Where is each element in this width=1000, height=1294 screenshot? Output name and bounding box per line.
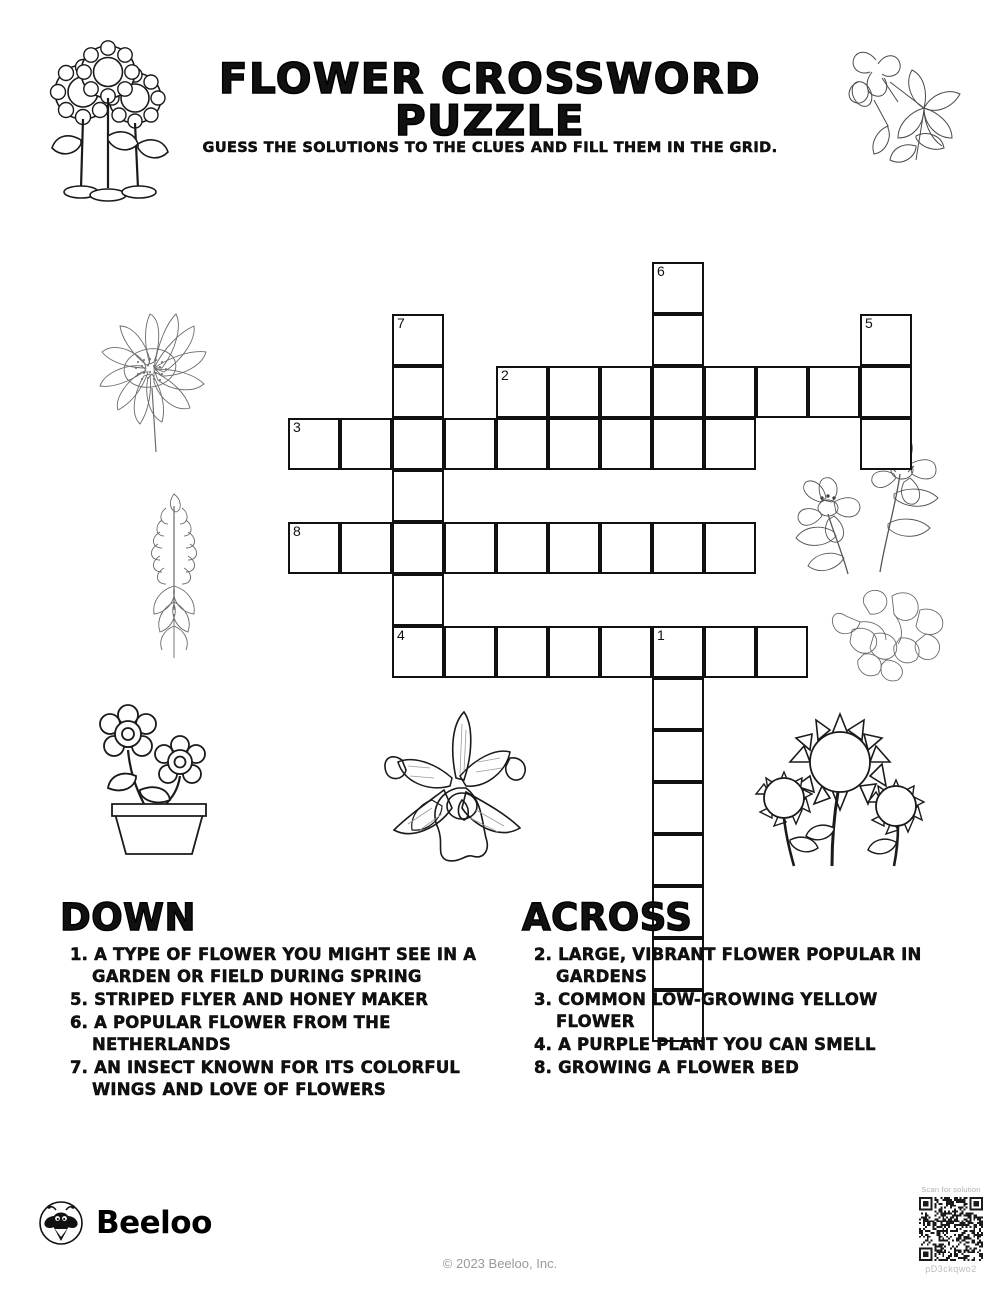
- crossword-cell-number: 8: [293, 523, 301, 539]
- crossword-cell[interactable]: [808, 366, 860, 418]
- crossword-cell[interactable]: [860, 314, 912, 366]
- crossword-cell[interactable]: [496, 418, 548, 470]
- page-subtitle: GUESS THE SOLUTIONS TO THE CLUES AND FILL THEM IN THE GRID.: [202, 140, 778, 156]
- clue-number: 2.: [534, 945, 559, 964]
- clue-item: [70, 944, 500, 988]
- crossword-cell[interactable]: [652, 522, 704, 574]
- crossword-cell[interactable]: [756, 626, 808, 678]
- clue-text: GROWING A FLOWER BED: [558, 1058, 800, 1077]
- crossword-cell[interactable]: [392, 418, 444, 470]
- crossword-cell[interactable]: [652, 314, 704, 366]
- crossword-cell[interactable]: [288, 418, 340, 470]
- crossword-cell-number: 3: [293, 419, 301, 435]
- solution-qr-block[interactable]: [905, 1185, 997, 1274]
- crossword-cell[interactable]: [860, 366, 912, 418]
- crossword-cell-number: 2: [501, 367, 509, 383]
- clues-across-column: [522, 898, 962, 1080]
- clue-text: STRIPED FLYER AND HONEY MAKER: [94, 990, 429, 1009]
- crossword-cell[interactable]: [704, 418, 756, 470]
- clue-item: [534, 1034, 962, 1056]
- clue-text: A TYPE OF FLOWER YOU MIGHT SEE IN A GARDEN OR FIELD DURING SPRING: [92, 945, 477, 986]
- crossword-cell[interactable]: [652, 782, 704, 834]
- crossword-cell[interactable]: [652, 418, 704, 470]
- qr-code-icon[interactable]: [919, 1197, 983, 1261]
- clues-down-heading: DOWN: [60, 896, 196, 939]
- clue-item: [70, 1057, 500, 1101]
- crossword-cell[interactable]: [652, 366, 704, 418]
- clue-text: A PURPLE PLANT YOU CAN SMELL: [558, 1035, 876, 1054]
- crossword-cell[interactable]: [548, 366, 600, 418]
- clue-number: 1.: [70, 945, 95, 964]
- clue-text: LARGE, VIBRANT FLOWER POPULAR IN GARDENS: [556, 945, 922, 986]
- brand-logo: [38, 1200, 212, 1246]
- crossword-cell[interactable]: [288, 522, 340, 574]
- crossword-cell[interactable]: [548, 626, 600, 678]
- scan-for-solution-label: Scan for solution: [921, 1185, 981, 1194]
- clues-section: [0, 898, 1000, 1178]
- crossword-cell[interactable]: [340, 522, 392, 574]
- crossword-cell[interactable]: [392, 626, 444, 678]
- clue-number: 8.: [534, 1058, 559, 1077]
- clue-item: [534, 944, 962, 988]
- brand-name: Beeloo: [96, 1205, 212, 1241]
- crossword-cell[interactable]: [392, 470, 444, 522]
- clue-text: AN INSECT KNOWN FOR ITS COLORFUL WINGS AND LOVE OF FLOWERS: [92, 1058, 461, 1099]
- crossword-cell[interactable]: [704, 366, 756, 418]
- clue-number: 5.: [70, 990, 95, 1009]
- clue-item: [70, 1012, 500, 1056]
- clue-number: 4.: [534, 1035, 559, 1054]
- crossword-cell[interactable]: [704, 522, 756, 574]
- crossword-cell[interactable]: [444, 626, 496, 678]
- crossword-cell[interactable]: [652, 262, 704, 314]
- bee-logo-icon: [38, 1200, 84, 1246]
- crossword-cell-number: 1: [657, 627, 665, 643]
- crossword-cell[interactable]: [756, 366, 808, 418]
- crossword-cell[interactable]: [496, 626, 548, 678]
- solution-code-text: pD3ckqwo2: [925, 1264, 977, 1274]
- clues-across-list: [522, 944, 962, 1079]
- copyright-text: © 2023 Beeloo, Inc.: [442, 1256, 558, 1271]
- crossword-cell[interactable]: [600, 522, 652, 574]
- clue-number: 3.: [534, 990, 559, 1009]
- crossword-cell[interactable]: [392, 574, 444, 626]
- crossword-cell[interactable]: [600, 626, 652, 678]
- clue-number: 6.: [70, 1013, 95, 1032]
- crossword-cell[interactable]: [392, 522, 444, 574]
- clue-text: A POPULAR FLOWER FROM THE NETHERLANDS: [92, 1013, 391, 1054]
- clue-text: COMMON LOW-GROWING YELLOW FLOWER: [556, 990, 878, 1031]
- page-title: FLOWER CROSSWORD PUZZLE: [218, 54, 762, 145]
- crossword-cell[interactable]: [548, 418, 600, 470]
- crossword-cell-number: 4: [397, 627, 405, 643]
- crossword-cell[interactable]: [392, 366, 444, 418]
- crossword-cell[interactable]: [652, 730, 704, 782]
- crossword-cell[interactable]: [444, 418, 496, 470]
- crossword-cell[interactable]: [600, 366, 652, 418]
- crossword-cell[interactable]: [704, 626, 756, 678]
- crossword-cell-number: 5: [865, 315, 873, 331]
- crossword-cell[interactable]: [392, 314, 444, 366]
- crossword-cell[interactable]: [652, 626, 704, 678]
- clue-number: 7.: [70, 1058, 95, 1077]
- crossword-cell-number: 7: [397, 315, 405, 331]
- crossword-cell[interactable]: [652, 834, 704, 886]
- page-footer: [0, 1180, 1000, 1294]
- crossword-cell[interactable]: [860, 418, 912, 470]
- crossword-cell[interactable]: [496, 366, 548, 418]
- crossword-cell[interactable]: [496, 522, 548, 574]
- clue-item: [534, 1057, 962, 1079]
- crossword-cell[interactable]: [652, 678, 704, 730]
- crossword-cell[interactable]: [444, 522, 496, 574]
- crossword-cell[interactable]: [600, 418, 652, 470]
- clues-across-heading: ACROSS: [522, 896, 693, 939]
- crossword-cell-number: 6: [657, 263, 665, 279]
- clues-down-column: [60, 898, 500, 1102]
- clues-down-list: [60, 944, 500, 1101]
- clue-item: [534, 989, 962, 1033]
- crossword-cell[interactable]: [340, 418, 392, 470]
- clue-item: [70, 989, 500, 1011]
- crossword-cell[interactable]: [548, 522, 600, 574]
